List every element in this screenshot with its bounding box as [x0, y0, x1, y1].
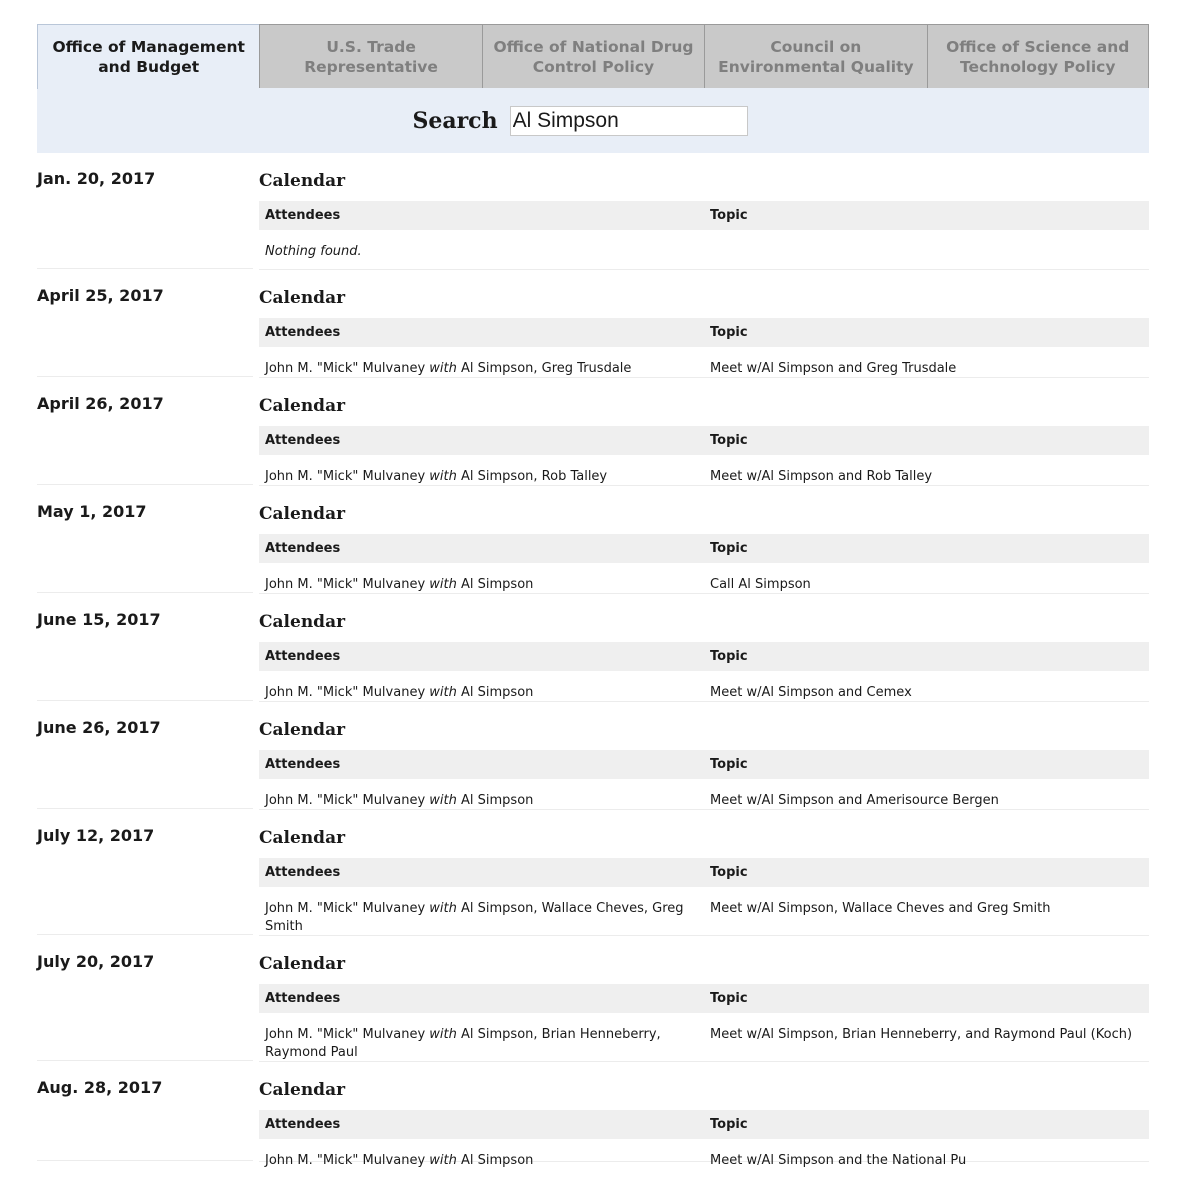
- attendees-cell: [259, 1152, 703, 1170]
- attendees-cell: [259, 360, 703, 378]
- attendee-guests: Al Simpson, Brian Henneberry, Raymond Paul: [265, 1027, 661, 1060]
- entry-body: [259, 936, 1149, 1062]
- entry-body: [259, 1062, 1149, 1168]
- attendee-host: John M. "Mick" Mulvaney: [265, 1027, 426, 1042]
- attendee-host: John M. "Mick" Mulvaney: [265, 577, 426, 592]
- topic-cell: Call Al Simpson: [710, 577, 811, 592]
- result-entry: [37, 486, 1149, 594]
- tab-us-trade-representative[interactable]: U.S. Trade Representative: [259, 24, 481, 88]
- attendee-guests: Al Simpson: [461, 1153, 534, 1168]
- attendee-host: John M. "Mick" Mulvaney: [265, 901, 426, 916]
- tab-office-of-science-and-technology-policy[interactable]: Office of Science and Technology Policy: [927, 24, 1149, 88]
- calendar-heading: Calendar: [259, 1080, 346, 1100]
- attendee-host: John M. "Mick" Mulvaney: [265, 685, 426, 700]
- result-entry: [37, 810, 1149, 936]
- topic-column-header: Topic: [710, 325, 748, 340]
- attendees-column-header: Attendees: [265, 757, 341, 772]
- topic-column-header: Topic: [710, 541, 748, 556]
- topic-cell: Meet w/Al Simpson and the National Pu: [710, 1153, 967, 1168]
- table-row: [259, 1013, 1149, 1062]
- calendar-heading: Calendar: [259, 720, 346, 740]
- table-header: [259, 426, 1149, 455]
- table-row: [259, 455, 1149, 486]
- page: [37, 24, 1149, 1168]
- entry-body: [259, 378, 1149, 486]
- topic-column-header: Topic: [710, 1117, 748, 1132]
- table-header: [259, 201, 1149, 230]
- entry-date: May 1, 2017: [37, 486, 253, 593]
- entry-body: [259, 270, 1149, 378]
- entry-date: June 26, 2017: [37, 702, 253, 809]
- calendar-heading: Calendar: [259, 612, 346, 632]
- results-list: [37, 153, 1149, 1168]
- attendees-column-header: Attendees: [265, 1117, 341, 1132]
- result-entry: [37, 1062, 1149, 1168]
- table-header: [259, 318, 1149, 347]
- topic-column-header: Topic: [710, 757, 748, 772]
- table-row: [259, 671, 1149, 702]
- table-row: [259, 887, 1149, 936]
- topic-cell: Meet w/Al Simpson and Greg Trusdale: [710, 361, 957, 376]
- result-entry: [37, 378, 1149, 486]
- attendees-column-header: Attendees: [265, 649, 341, 664]
- topic-column-header: Topic: [710, 433, 748, 448]
- attendee-guests: Al Simpson, Rob Talley: [461, 469, 608, 484]
- with-word: with: [429, 901, 457, 916]
- table-row: [259, 1139, 1149, 1170]
- attendees-cell: [259, 684, 703, 702]
- entry-body: [259, 810, 1149, 936]
- table-header: [259, 984, 1149, 1013]
- topic-column-header: Topic: [710, 208, 748, 223]
- result-entry: [37, 702, 1149, 810]
- entry-body: [259, 153, 1149, 270]
- attendee-guests: Al Simpson, Wallace Cheves, Greg Smith: [265, 901, 684, 934]
- topic-column-header: Topic: [710, 991, 748, 1006]
- topic-cell: Meet w/Al Simpson, Brian Henneberry, and Raymond Paul (Koch): [710, 1027, 1133, 1042]
- entry-date: July 20, 2017: [37, 936, 253, 1061]
- attendees-cell: [259, 1026, 703, 1062]
- topic-cell: Meet w/Al Simpson and Rob Talley: [710, 469, 933, 484]
- search-label: Search: [412, 107, 498, 134]
- topic-column-header: Topic: [710, 865, 748, 880]
- attendees-cell: [259, 576, 703, 594]
- calendar-heading: Calendar: [259, 288, 346, 308]
- attendees-column-header: Attendees: [265, 433, 341, 448]
- attendee-guests: Al Simpson: [461, 685, 534, 700]
- entry-date: June 15, 2017: [37, 594, 253, 701]
- entry-body: [259, 594, 1149, 702]
- search-input[interactable]: [510, 106, 748, 136]
- topic-cell: Meet w/Al Simpson and Cemex: [710, 685, 912, 700]
- entry-date: April 25, 2017: [37, 270, 253, 377]
- table-row: [259, 563, 1149, 594]
- attendees-cell: [259, 792, 703, 810]
- entry-date: July 12, 2017: [37, 810, 253, 935]
- result-entry: [37, 153, 1149, 270]
- table-row: [259, 347, 1149, 378]
- attendee-host: John M. "Mick" Mulvaney: [265, 793, 426, 808]
- entry-date: April 26, 2017: [37, 378, 253, 485]
- attendees-column-header: Attendees: [265, 865, 341, 880]
- entry-body: [259, 486, 1149, 594]
- entry-date: Jan. 20, 2017: [37, 153, 253, 269]
- table-row: [259, 779, 1149, 810]
- attendee-guests: Al Simpson, Greg Trusdale: [461, 361, 632, 376]
- result-entry: [37, 594, 1149, 702]
- tab-office-of-management-and-budget[interactable]: Office of Management and Budget: [37, 24, 259, 89]
- search-bar: [37, 88, 1149, 153]
- attendees-cell: [259, 468, 703, 486]
- attendee-host: John M. "Mick" Mulvaney: [265, 469, 426, 484]
- attendee-host: John M. "Mick" Mulvaney: [265, 1153, 426, 1168]
- attendees-column-header: Attendees: [265, 208, 341, 223]
- attendees-column-header: Attendees: [265, 325, 341, 340]
- with-word: with: [429, 1153, 457, 1168]
- topic-column-header: Topic: [710, 649, 748, 664]
- agency-tabs: [37, 24, 1149, 88]
- with-word: with: [429, 685, 457, 700]
- table-header: [259, 858, 1149, 887]
- topic-cell: Meet w/Al Simpson and Amerisource Bergen: [710, 793, 999, 808]
- attendees-column-header: Attendees: [265, 541, 341, 556]
- attendees-cell: [259, 900, 703, 936]
- calendar-heading: Calendar: [259, 504, 346, 524]
- empty-result-message: Nothing found.: [265, 244, 362, 259]
- attendee-guests: Al Simpson: [461, 793, 534, 808]
- entry-date: Aug. 28, 2017: [37, 1062, 253, 1161]
- with-word: with: [429, 1027, 457, 1042]
- entry-body: [259, 702, 1149, 810]
- with-word: with: [429, 469, 457, 484]
- attendee-host: John M. "Mick" Mulvaney: [265, 361, 426, 376]
- table-header: [259, 534, 1149, 563]
- tab-office-of-national-drug-control-policy[interactable]: Office of National Drug Control Policy: [482, 24, 704, 88]
- with-word: with: [429, 361, 457, 376]
- calendar-heading: Calendar: [259, 396, 346, 416]
- table-header: [259, 1110, 1149, 1139]
- table-header: [259, 750, 1149, 779]
- calendar-heading: Calendar: [259, 954, 346, 974]
- attendees-column-header: Attendees: [265, 991, 341, 1006]
- with-word: with: [429, 577, 457, 592]
- with-word: with: [429, 793, 457, 808]
- result-entry: [37, 270, 1149, 378]
- result-entry: [37, 936, 1149, 1062]
- attendee-guests: Al Simpson: [461, 577, 534, 592]
- calendar-heading: Calendar: [259, 828, 346, 848]
- topic-cell: Meet w/Al Simpson, Wallace Cheves and Greg Smith: [710, 901, 1051, 916]
- tab-council-on-environmental-quality[interactable]: Council on Environmental Quality: [704, 24, 926, 88]
- table-header: [259, 642, 1149, 671]
- calendar-heading: Calendar: [259, 171, 346, 191]
